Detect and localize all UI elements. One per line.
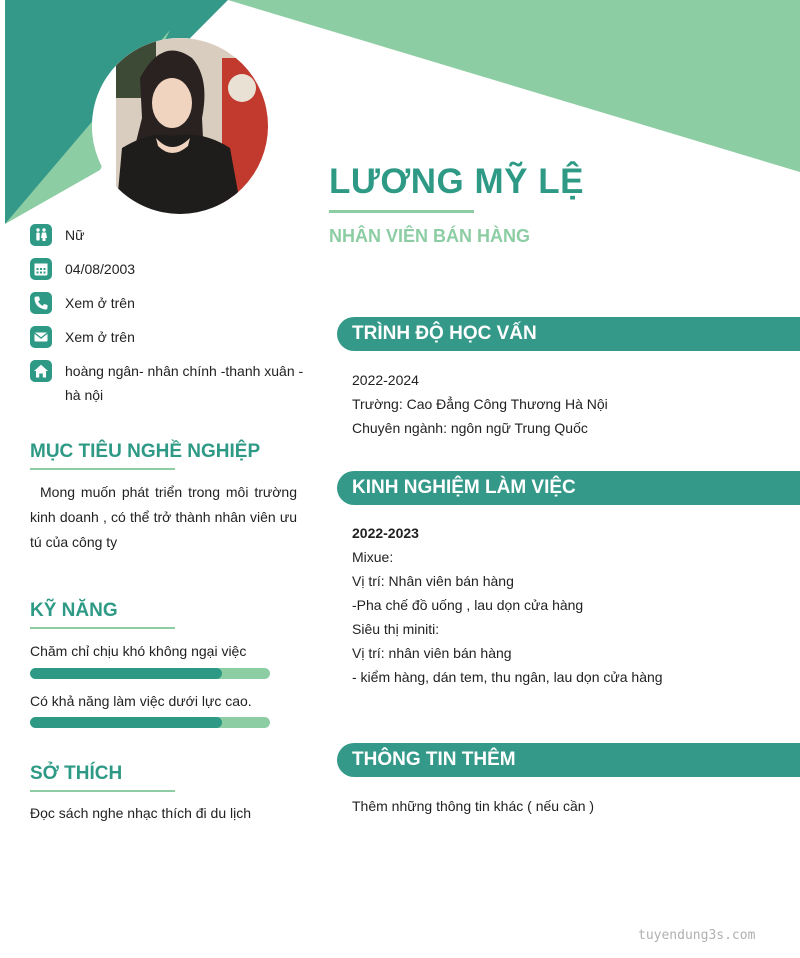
name-underline (329, 210, 474, 213)
contact-gender-text: Nữ (65, 227, 85, 243)
profile-photo (92, 38, 268, 214)
experience-line: Vị trí: nhân viên bán hàng (352, 645, 512, 661)
contact-email-text: Xem ở trên (65, 329, 135, 345)
contact-address-text: hoàng ngân- nhân chính -thanh xuân - hà nội (65, 363, 304, 403)
contact-email (30, 326, 305, 349)
candidate-name: LƯƠNG MỸ LỆ (329, 162, 584, 201)
skill-name: Chăm chỉ chịu khó không ngại việc (30, 643, 247, 659)
skill-level-fill (30, 717, 222, 728)
objective-underline (30, 468, 175, 470)
additional-info-heading: THÔNG TIN THÊM (337, 743, 800, 777)
education-heading: TRÌNH ĐỘ HỌC VẤN (337, 317, 800, 351)
education-major: Chuyên ngành: ngôn ngữ Trung Quốc (352, 420, 588, 436)
job-title: NHÂN VIÊN BÁN HÀNG (329, 226, 531, 246)
skills-underline (30, 627, 175, 629)
calendar-icon (30, 258, 52, 280)
light-green-triangle (228, 0, 800, 172)
hobbies-text: Đọc sách nghe nhạc thích đi du lịch (30, 805, 252, 821)
education-school: Trường: Cao Đẳng Công Thương Hà Nội (352, 396, 608, 412)
hobbies-heading: SỞ THÍCH (30, 763, 123, 784)
skills-heading: KỸ NĂNG (30, 600, 118, 621)
experience-heading: KINH NGHIỆM LÀM VIỆC (337, 471, 800, 505)
experience-period: 2022-2023 (352, 525, 419, 541)
experience-line: Vị trí: Nhân viên bán hàng (352, 573, 514, 589)
phone-icon (30, 292, 52, 314)
experience-line: Siêu thị miniti: (352, 621, 440, 637)
education-details (352, 368, 782, 440)
skill-level-bar (30, 668, 270, 679)
additional-info-text: Thêm những thông tin khác ( nếu cần ) (352, 798, 595, 814)
contact-phone-text: Xem ở trên (65, 295, 135, 311)
experience-details (352, 521, 782, 689)
home-icon (30, 360, 52, 382)
contact-address (30, 360, 305, 407)
skill-level-fill (30, 668, 222, 679)
contact-birthdate (30, 258, 305, 281)
education-period: 2022-2024 (352, 372, 419, 388)
experience-line: -Pha chế đồ uống , lau dọn cửa hàng (352, 597, 584, 613)
objective-text: Mong muốn phát triển trong môi trường kinh doanh , có thể trở thành nhân viên ưu tú của công ty (30, 484, 297, 550)
experience-line: Mixue: (352, 549, 394, 565)
contact-phone (30, 292, 305, 315)
watermark: tuyendung3s.com (638, 928, 756, 943)
skill-name: Có khả năng làm việc dưới lực cao. (30, 693, 252, 709)
contact-gender (30, 224, 305, 247)
objective-heading: MỤC TIÊU NGHỀ NGHIỆP (30, 441, 261, 462)
skill-level-bar (30, 717, 270, 728)
gender-icon (30, 224, 52, 246)
email-icon (30, 326, 52, 348)
experience-line: - kiểm hàng, dán tem, thu ngân, lau dọn cửa hàng (352, 669, 663, 685)
hobbies-underline (30, 790, 175, 792)
contact-birthdate-text: 04/08/2003 (65, 261, 136, 277)
